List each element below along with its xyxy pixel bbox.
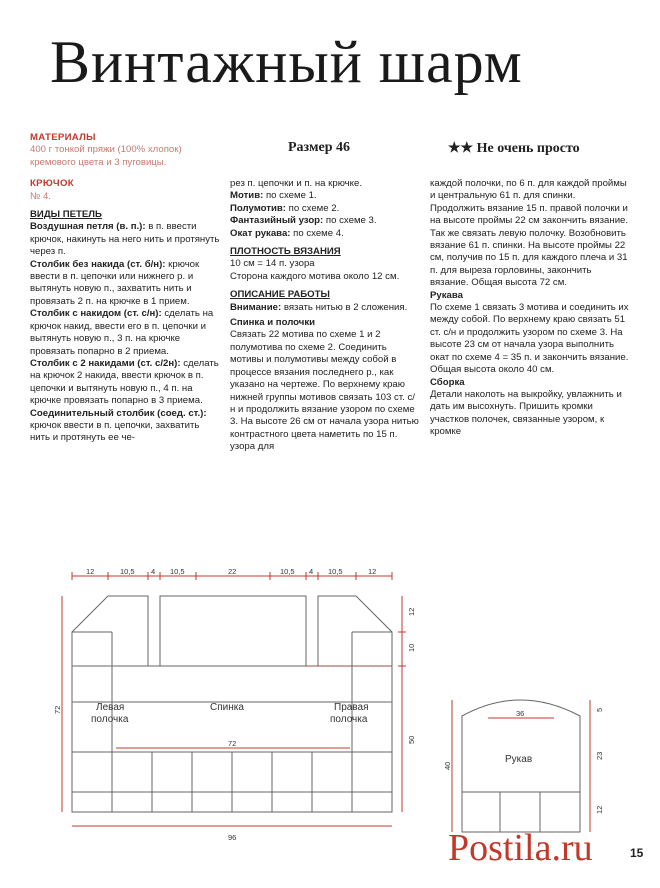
size-label: Размер 46 [288,140,351,155]
sleeve-left-dim: 40 [443,761,452,770]
page-number: 15 [630,846,644,860]
watermark: Postila.ru [448,827,593,869]
bottom-width-dim: 96 [228,833,237,842]
sleeve-right-dim-2: 23 [595,751,604,760]
materials-heading: МАТЕРИАЛЫ [30,132,96,143]
sleeve-cap-line: Окат рукава: по схеме 4. [230,227,344,239]
gauge-line-1: 10 см = 14 п. узора [230,258,315,270]
back-fronts-text: Связать 22 мотива по схеме 1 и 2 полумотива по схеме 2. Соединить мотивы и полумотивы между собой в процессе вязания последнего р., как указано на чертеже. По верхнему краю нижней группы мотивов связать 103 ст. с/н и продолжить вязание узором по схеме 3. На высоте 26 см от начала узора нитью контрастного цвета наметить по 15 п. узора для [230,329,419,453]
work-heading: ОПИСАНИЕ РАБОТЫ [230,289,330,301]
sleeve-top-dim: 36 [516,709,525,718]
gauge-line-2: Сторона каждого мотива около 12 см. [230,270,400,282]
top-dim-1: 12 [86,567,95,576]
sleeve-heading: Рукава [430,289,463,301]
top-dim-6: 10,5 [280,567,295,576]
sleeve-schematic [462,700,580,832]
stitch-tr: Столбик с 2 накидами (ст. с/2н): сделать на крючок 2 накида, ввести крючок в п. цепочки и вытянуть новую п., 4 п. на крючке провязать попарно в 3 приема. [30,357,219,407]
half-motif-line: Полумотив: по схеме 2. [230,202,340,214]
stitch-chain: Воздушная петля (в. п.): в п. ввести крючок, накинуть на него нить и протянуть через п. [30,221,220,258]
assembly-text: Детали наколоть на выкройку, увлажнить и дать им высохнуть. Пришить кромки участков полочек, связанные узором, к кромке [430,388,622,438]
top-dim-5: 22 [228,567,237,576]
sleeve-right-dim-1: 5 [595,707,604,712]
right-dim-2: 10 [407,643,416,652]
fancy-pattern-line: Фантазийный узор: по схеме 3. [230,215,377,227]
stitches-heading: ВИДЫ ПЕТЕЛЬ [30,209,102,221]
top-dim-9: 12 [368,567,377,576]
gauge-heading: ПЛОТНОСТЬ ВЯЗАНИЯ [230,246,341,258]
right-front-label-1: Правая [334,702,369,713]
left-front-label-1: Левая [96,702,125,713]
left-front-label-2: полочка [91,714,129,725]
sleeve-text: По схеме 1 связать 3 мотива и соединить их между собой. По верхнему краю связать 51 ст. с/н и продолжить узором по схеме 3. На высоте 23 см от начала узора выполнить окат по схеме 4 = 35 п. и закончить вязание. Общая высота около 40 см. [430,302,629,376]
top-dim-4: 10,5 [170,567,185,576]
stitch-dc: Столбик с накидом (ст. с/н): сделать на крючок накид, ввести его в п. цепочки и вытянуть новую п., 3 п. на крючке провязать попарно в 2 приема. [30,308,214,357]
materials-text: 400 г тонкой пряжи (100% хлопок) кремового цвета и 3 пуговицы. [30,144,182,168]
sleeve-label: Рукав [505,754,533,765]
inner-width-dim: 72 [228,739,237,748]
page-title: Винтажный шарм [50,29,523,95]
right-dim-1: 12 [407,607,416,616]
top-dim-3: 4 [151,567,156,576]
difficulty-label: ★★ Не очень просто [448,141,580,156]
col3-text: каждой полочки, по 6 п. для каждой проймы и центральную 61 п. для спинки. Продолжить вязание 15 п. правой полочки и на высоте проймы 22 см закончить вязание. Так же связать левую полочку. Возобновить вязание 61 п. спинки. На высоте проймы 22 см, получив по 15 п. для каждого плеча и 31 п. для выреза горловины, закончить вязание. Общая высота 72 см. [430,178,629,289]
top-dim-7: 4 [309,567,314,576]
col2-continuation: рез п. цепочки и п. на крючке. [230,178,362,189]
back-label: Спинка [210,702,244,713]
motif-line: Мотив: по схеме 1. [230,190,317,202]
right-front-label-2: полочка [330,714,368,725]
right-dim-3: 50 [407,735,416,744]
left-height-dim: 72 [53,705,62,714]
top-dim-2: 10,5 [120,567,135,576]
attention-line: Внимание: вязать нитью в 2 сложения. [230,301,408,313]
top-dim-8: 10,5 [328,567,343,576]
assembly-heading: Сборка [430,376,465,388]
hook-heading: КРЮЧОК [30,178,74,190]
stitch-sc: Столбик без накида (ст. б/н): крючок ввести в п. цепочки или нижнего р. и вытянуть новую п., захватить нить и провязать 2 п. на крючке в 1 прием. [30,258,200,307]
hook-text: № 4. [30,190,51,202]
sleeve-right-dim-3: 12 [595,805,604,814]
stitch-slip: Соединительный столбик (соед. ст.): крючок ввести в п. цепочки, захватить нить и протянуть ее че- [30,407,207,444]
back-fronts-heading: Спинка и полочки [230,317,316,329]
